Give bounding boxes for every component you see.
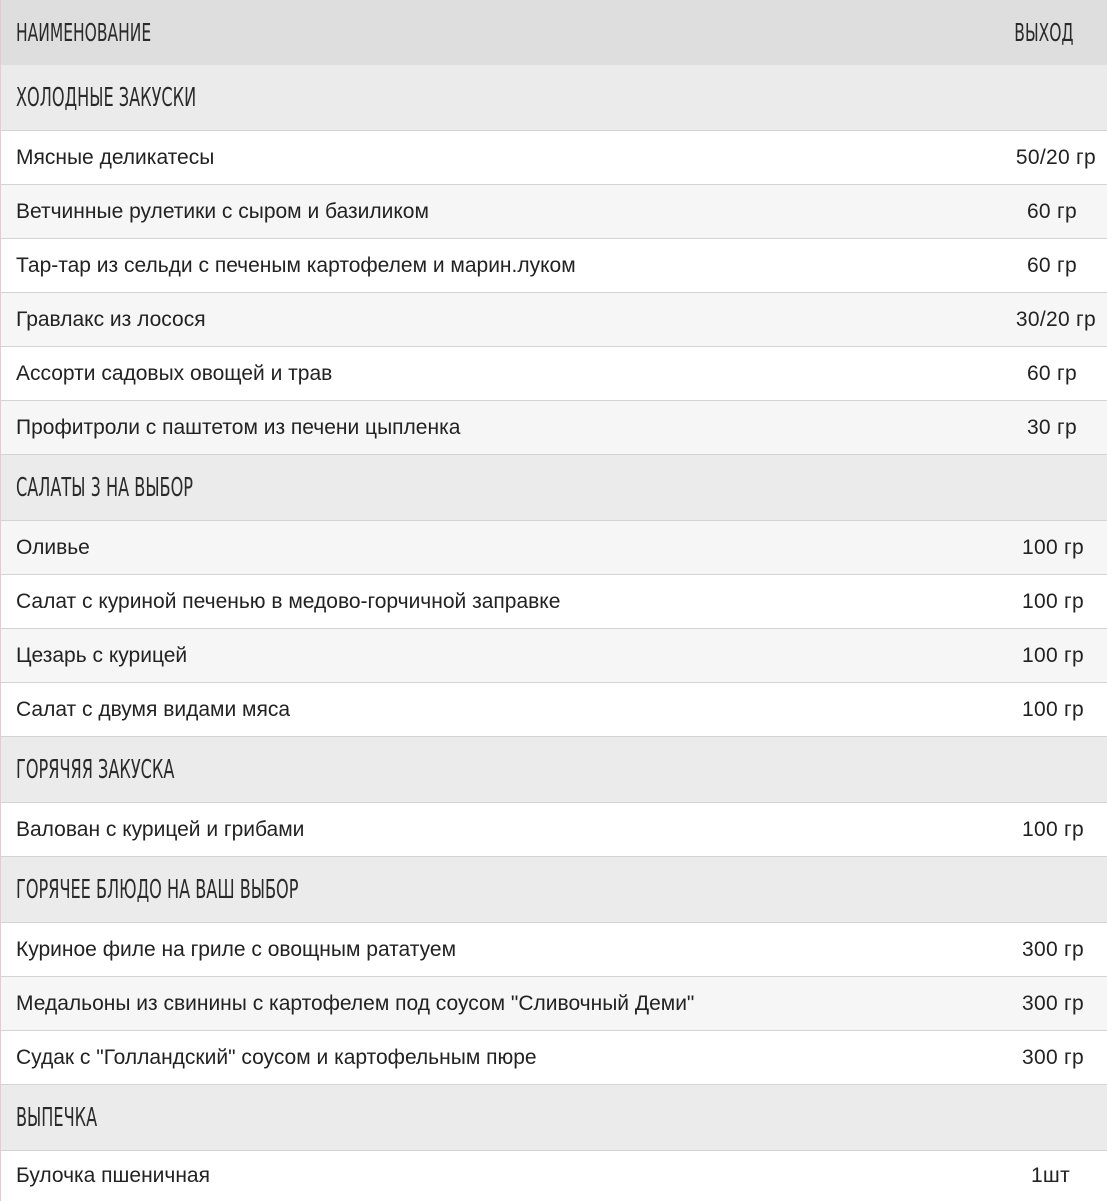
- item-yield: 300 гр: [1021, 937, 1084, 961]
- item-name: Куриное филе на гриле с овощным рататуем: [16, 937, 457, 961]
- item-yield-cell: [907, 818, 1107, 842]
- table-row: [1, 401, 1107, 455]
- section-title: ВЫПЕЧКА: [16, 1102, 98, 1133]
- item-name-cell: [1, 698, 907, 722]
- header-yield-cell: [907, 18, 1107, 47]
- item-name-cell: [1, 1046, 907, 1070]
- item-yield-cell: [907, 146, 1107, 170]
- item-yield-cell: [907, 992, 1107, 1016]
- table-row: [1, 1151, 1107, 1201]
- item-name-cell: [1, 308, 907, 332]
- item-yield-cell: [907, 1164, 1107, 1188]
- table-row: [1, 1031, 1107, 1085]
- item-name-cell: [1, 146, 907, 170]
- table-row: [1, 239, 1107, 293]
- item-name: Цезарь с курицей: [16, 643, 188, 667]
- item-name: Салат с двумя видами мяса: [16, 697, 291, 721]
- table-row: [1, 131, 1107, 185]
- item-yield-cell: [907, 590, 1107, 614]
- item-yield-cell: [907, 308, 1107, 332]
- header-name-cell: [1, 18, 907, 47]
- item-name: Валован с курицей и грибами: [16, 817, 305, 841]
- item-name: Профитроли с паштетом из печени цыпленка: [16, 415, 461, 439]
- section-header: [1, 65, 1107, 131]
- item-yield: 100 гр: [1021, 589, 1084, 613]
- section-title-cell: [1, 83, 1107, 113]
- item-name: Булочка пшеничная: [16, 1164, 210, 1187]
- item-yield-cell: [907, 938, 1107, 962]
- item-name-cell: [1, 992, 907, 1016]
- item-name-cell: [1, 590, 907, 614]
- item-yield-cell: [907, 362, 1107, 386]
- section-title: САЛАТЫ 3 НА ВЫБОР: [16, 472, 194, 503]
- item-name: Ассорти садовых овощей и трав: [16, 361, 333, 385]
- section-title-cell: [1, 473, 1107, 503]
- item-yield-cell: [907, 254, 1107, 278]
- section-title: ГОРЯЧЯЯ ЗАКУСКА: [16, 754, 175, 785]
- item-name: Салат с куриной печенью в медово-горчичной заправке: [16, 589, 561, 613]
- item-name: Мясные деликатесы: [16, 145, 215, 169]
- item-name: Оливье: [16, 535, 90, 559]
- item-name-cell: [1, 416, 907, 440]
- section-header: [1, 455, 1107, 521]
- item-yield: 60 гр: [1026, 361, 1077, 385]
- section-header: [1, 857, 1107, 923]
- table-row: [1, 575, 1107, 629]
- item-name-cell: [1, 254, 907, 278]
- section-title: ГОРЯЧЕЕ БЛЮДО НА ВАШ ВЫБОР: [16, 874, 299, 905]
- item-yield-cell: [907, 644, 1107, 668]
- item-name: Медальоны из свинины с картофелем под соусом "Сливочный Деми": [16, 991, 695, 1015]
- item-yield-cell: [907, 698, 1107, 722]
- item-name-cell: [1, 644, 907, 668]
- item-name-cell: [1, 818, 907, 842]
- item-yield-cell: [907, 536, 1107, 560]
- table-row: [1, 683, 1107, 737]
- item-name: Ветчинные рулетики с сыром и базиликом: [16, 199, 429, 223]
- item-yield-cell: [907, 200, 1107, 224]
- item-name: Гравлакс из лосося: [16, 307, 206, 331]
- item-name-cell: [1, 536, 907, 560]
- item-yield: 300 гр: [1021, 991, 1084, 1015]
- item-yield: 100 гр: [1021, 697, 1084, 721]
- item-yield-cell: [907, 416, 1107, 440]
- section-header: [1, 737, 1107, 803]
- table-row: [1, 977, 1107, 1031]
- table-row: [1, 347, 1107, 401]
- item-yield: 60 гр: [1026, 253, 1077, 277]
- item-name-cell: [1, 1164, 907, 1188]
- item-yield-cell: [907, 1046, 1107, 1070]
- section-title-cell: [1, 755, 1107, 785]
- item-yield: 100 гр: [1021, 817, 1084, 841]
- item-name-cell: [1, 362, 907, 386]
- section-title-cell: [1, 1103, 1107, 1133]
- table-row: [1, 923, 1107, 977]
- table-row: [1, 293, 1107, 347]
- section-title-cell: [1, 875, 1107, 905]
- header-name-label: НАИМЕНОВАНИЕ: [16, 18, 152, 47]
- item-yield: 30 гр: [1026, 415, 1077, 439]
- item-name: Тар-тар из сельди с печеным картофелем и марин.луком: [16, 253, 576, 277]
- section-header: [1, 1085, 1107, 1151]
- item-yield: 30/20 гр: [1015, 307, 1096, 331]
- item-name-cell: [1, 200, 907, 224]
- header-yield-label: ВЫХОД: [1014, 18, 1074, 47]
- item-yield: 1шт: [1030, 1164, 1070, 1187]
- table-row: [1, 629, 1107, 683]
- item-yield: 100 гр: [1021, 643, 1084, 667]
- table-row: [1, 521, 1107, 575]
- item-yield: 50/20 гр: [1015, 145, 1096, 169]
- table-row: [1, 803, 1107, 857]
- item-name-cell: [1, 938, 907, 962]
- item-name: Судак с "Голландский" соусом и картофельным пюре: [16, 1045, 537, 1069]
- item-yield: 300 гр: [1021, 1045, 1084, 1069]
- section-title: ХОЛОДНЫЕ ЗАКУСКИ: [16, 82, 197, 113]
- item-yield: 100 гр: [1021, 535, 1084, 559]
- item-yield: 60 гр: [1026, 199, 1077, 223]
- table-header: [1, 0, 1107, 65]
- table-row: [1, 185, 1107, 239]
